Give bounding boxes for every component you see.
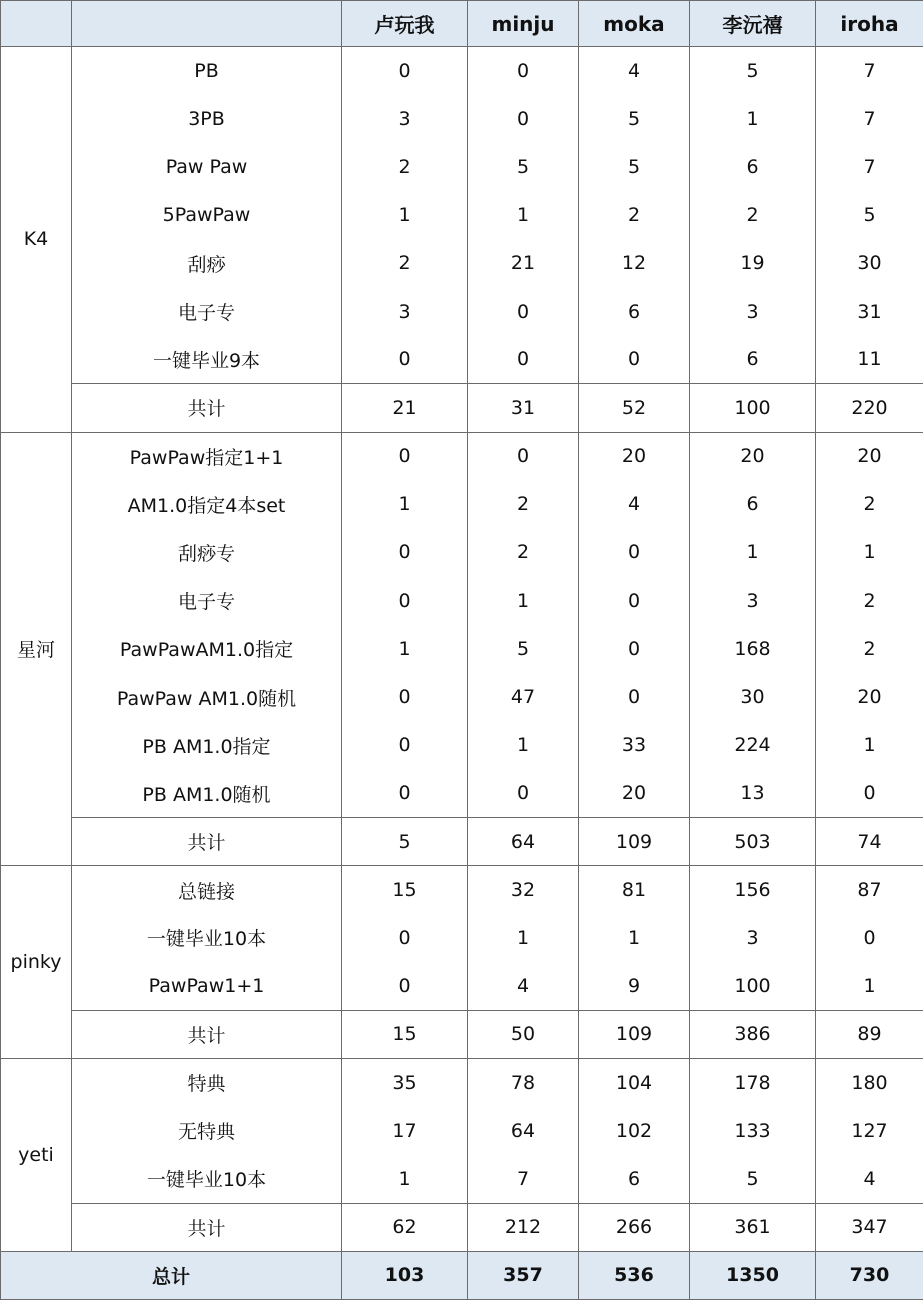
table-row [1, 239, 923, 287]
total-cell: 15 [342, 1010, 468, 1058]
table-row [1, 1155, 923, 1203]
grand-total-label: 总计 [1, 1251, 342, 1299]
value-cell: 1 [342, 625, 468, 673]
value-cell: 2 [690, 191, 816, 239]
table-row [1, 191, 923, 239]
grand-total-cell: 536 [579, 1251, 690, 1299]
group-label: pinky [1, 866, 72, 1059]
value-cell: 13 [690, 769, 816, 817]
value-cell: 0 [816, 914, 923, 962]
total-cell: 109 [579, 818, 690, 866]
value-cell: 0 [579, 673, 690, 721]
group-label: K4 [1, 47, 72, 433]
table-row [1, 287, 923, 335]
value-cell: 178 [690, 1058, 816, 1106]
value-cell: 4 [579, 480, 690, 528]
value-cell: 0 [342, 336, 468, 384]
header-blank-group [1, 1, 72, 47]
value-cell: 5 [816, 191, 923, 239]
value-cell: 20 [579, 769, 690, 817]
value-cell: 15 [342, 866, 468, 914]
group-total-row [1, 818, 923, 866]
value-cell: 3 [690, 287, 816, 335]
value-cell: 1 [816, 962, 923, 1010]
value-cell: 6 [579, 287, 690, 335]
value-cell: 1 [816, 528, 923, 576]
table-row [1, 962, 923, 1010]
value-cell: 81 [579, 866, 690, 914]
value-cell: 100 [690, 962, 816, 1010]
row-label: PawPaw AM1.0随机 [72, 673, 342, 721]
row-label: 特典 [72, 1058, 342, 1106]
value-cell: 64 [468, 1107, 579, 1155]
total-cell: 74 [816, 818, 923, 866]
value-cell: 0 [342, 528, 468, 576]
value-cell: 224 [690, 721, 816, 769]
value-cell: 0 [816, 769, 923, 817]
row-label: Paw Paw [72, 143, 342, 191]
value-cell: 0 [342, 47, 468, 95]
value-cell: 0 [468, 336, 579, 384]
header-blank-item [72, 1, 342, 47]
total-cell: 266 [579, 1203, 690, 1251]
value-cell: 0 [468, 95, 579, 143]
value-cell: 2 [342, 239, 468, 287]
value-cell: 0 [342, 577, 468, 625]
column-header: 李沅禧 [690, 1, 816, 47]
value-cell: 7 [468, 1155, 579, 1203]
table-row [1, 95, 923, 143]
value-cell: 32 [468, 866, 579, 914]
row-label: PawPawAM1.0指定 [72, 625, 342, 673]
value-cell: 6 [690, 336, 816, 384]
value-cell: 3 [690, 914, 816, 962]
table-row [1, 625, 923, 673]
value-cell: 5 [468, 143, 579, 191]
value-cell: 20 [816, 432, 923, 480]
total-cell: 21 [342, 384, 468, 432]
group-total-row [1, 1010, 923, 1058]
row-label: 一键毕业9本 [72, 336, 342, 384]
group-label: 星河 [1, 432, 72, 866]
value-cell: 6 [690, 143, 816, 191]
value-cell: 6 [690, 480, 816, 528]
value-cell: 6 [579, 1155, 690, 1203]
value-cell: 9 [579, 962, 690, 1010]
value-cell: 133 [690, 1107, 816, 1155]
value-cell: 17 [342, 1107, 468, 1155]
grand-total-cell: 1350 [690, 1251, 816, 1299]
total-cell: 31 [468, 384, 579, 432]
row-label: 刮痧专 [72, 528, 342, 576]
total-cell: 89 [816, 1010, 923, 1058]
value-cell: 1 [342, 191, 468, 239]
total-cell: 361 [690, 1203, 816, 1251]
total-cell: 5 [342, 818, 468, 866]
column-header: minju [468, 1, 579, 47]
table-row [1, 1058, 923, 1106]
value-cell: 19 [690, 239, 816, 287]
value-cell: 2 [342, 143, 468, 191]
value-cell: 5 [690, 1155, 816, 1203]
value-cell: 104 [579, 1058, 690, 1106]
total-label: 共计 [72, 1203, 342, 1251]
value-cell: 0 [579, 528, 690, 576]
value-cell: 2 [468, 528, 579, 576]
value-cell: 2 [816, 625, 923, 673]
total-cell: 386 [690, 1010, 816, 1058]
value-cell: 0 [342, 914, 468, 962]
value-cell: 3 [690, 577, 816, 625]
row-label: PB AM1.0指定 [72, 721, 342, 769]
value-cell: 180 [816, 1058, 923, 1106]
table-row [1, 432, 923, 480]
value-cell: 2 [816, 577, 923, 625]
value-cell: 0 [579, 336, 690, 384]
table-row [1, 673, 923, 721]
value-cell: 2 [816, 480, 923, 528]
total-cell: 100 [690, 384, 816, 432]
row-label: PB [72, 47, 342, 95]
value-cell: 7 [816, 47, 923, 95]
value-cell: 5 [579, 95, 690, 143]
value-cell: 20 [579, 432, 690, 480]
value-cell: 1 [468, 914, 579, 962]
column-header: moka [579, 1, 690, 47]
value-cell: 1 [816, 721, 923, 769]
row-label: 电子专 [72, 287, 342, 335]
table-row [1, 1107, 923, 1155]
total-cell: 62 [342, 1203, 468, 1251]
total-cell: 347 [816, 1203, 923, 1251]
total-cell: 64 [468, 818, 579, 866]
table-row [1, 47, 923, 95]
value-cell: 1 [690, 528, 816, 576]
grand-total-row [1, 1251, 923, 1299]
value-cell: 1 [342, 1155, 468, 1203]
value-cell: 3 [342, 95, 468, 143]
total-label: 共计 [72, 384, 342, 432]
table-row [1, 866, 923, 914]
value-cell: 30 [690, 673, 816, 721]
grand-total-cell: 357 [468, 1251, 579, 1299]
column-header: 卢玩我 [342, 1, 468, 47]
value-cell: 0 [468, 47, 579, 95]
total-cell: 50 [468, 1010, 579, 1058]
value-cell: 1 [579, 914, 690, 962]
total-cell: 212 [468, 1203, 579, 1251]
table-row [1, 143, 923, 191]
value-cell: 156 [690, 866, 816, 914]
value-cell: 7 [816, 95, 923, 143]
value-cell: 20 [690, 432, 816, 480]
value-cell: 5 [690, 47, 816, 95]
value-cell: 5 [468, 625, 579, 673]
group-total-row [1, 384, 923, 432]
value-cell: 12 [579, 239, 690, 287]
row-label: PB AM1.0随机 [72, 769, 342, 817]
value-cell: 4 [468, 962, 579, 1010]
value-cell: 0 [342, 769, 468, 817]
value-cell: 4 [579, 47, 690, 95]
value-cell: 11 [816, 336, 923, 384]
value-cell: 168 [690, 625, 816, 673]
table-body [1, 47, 923, 1300]
value-cell: 33 [579, 721, 690, 769]
value-cell: 2 [579, 191, 690, 239]
table-row [1, 914, 923, 962]
value-cell: 31 [816, 287, 923, 335]
group-label: yeti [1, 1058, 72, 1251]
table-row [1, 721, 923, 769]
row-label: PawPaw指定1+1 [72, 432, 342, 480]
value-cell: 102 [579, 1107, 690, 1155]
value-cell: 0 [468, 287, 579, 335]
value-cell: 0 [342, 432, 468, 480]
value-cell: 0 [342, 962, 468, 1010]
value-cell: 30 [816, 239, 923, 287]
value-cell: 20 [816, 673, 923, 721]
table-row [1, 336, 923, 384]
row-label: AM1.0指定4本set [72, 480, 342, 528]
value-cell: 0 [579, 577, 690, 625]
value-cell: 1 [468, 721, 579, 769]
value-cell: 0 [468, 769, 579, 817]
value-cell: 0 [579, 625, 690, 673]
value-cell: 3 [342, 287, 468, 335]
row-label: 总链接 [72, 866, 342, 914]
value-cell: 5 [579, 143, 690, 191]
value-cell: 4 [816, 1155, 923, 1203]
value-cell: 0 [342, 721, 468, 769]
value-cell: 47 [468, 673, 579, 721]
row-label: 一键毕业10本 [72, 1155, 342, 1203]
value-cell: 87 [816, 866, 923, 914]
value-cell: 21 [468, 239, 579, 287]
value-cell: 2 [468, 480, 579, 528]
value-cell: 78 [468, 1058, 579, 1106]
group-total-row [1, 1203, 923, 1251]
row-label: 3PB [72, 95, 342, 143]
value-cell: 127 [816, 1107, 923, 1155]
header-row [1, 1, 923, 47]
table-row [1, 577, 923, 625]
value-cell: 1 [690, 95, 816, 143]
value-cell: 1 [468, 577, 579, 625]
row-label: 一键毕业10本 [72, 914, 342, 962]
row-label: 5PawPaw [72, 191, 342, 239]
row-label: 电子专 [72, 577, 342, 625]
total-label: 共计 [72, 1010, 342, 1058]
total-label: 共计 [72, 818, 342, 866]
value-cell: 0 [468, 432, 579, 480]
table-row [1, 528, 923, 576]
total-cell: 52 [579, 384, 690, 432]
value-cell: 1 [468, 191, 579, 239]
table-row [1, 480, 923, 528]
value-cell: 1 [342, 480, 468, 528]
total-cell: 220 [816, 384, 923, 432]
row-label: 刮痧 [72, 239, 342, 287]
row-label: 无特典 [72, 1107, 342, 1155]
total-cell: 503 [690, 818, 816, 866]
grand-total-cell: 730 [816, 1251, 923, 1299]
value-cell: 35 [342, 1058, 468, 1106]
value-cell: 7 [816, 143, 923, 191]
table-row [1, 769, 923, 817]
row-label: PawPaw1+1 [72, 962, 342, 1010]
total-cell: 109 [579, 1010, 690, 1058]
grand-total-cell: 103 [342, 1251, 468, 1299]
column-header: iroha [816, 1, 923, 47]
value-cell: 0 [342, 673, 468, 721]
